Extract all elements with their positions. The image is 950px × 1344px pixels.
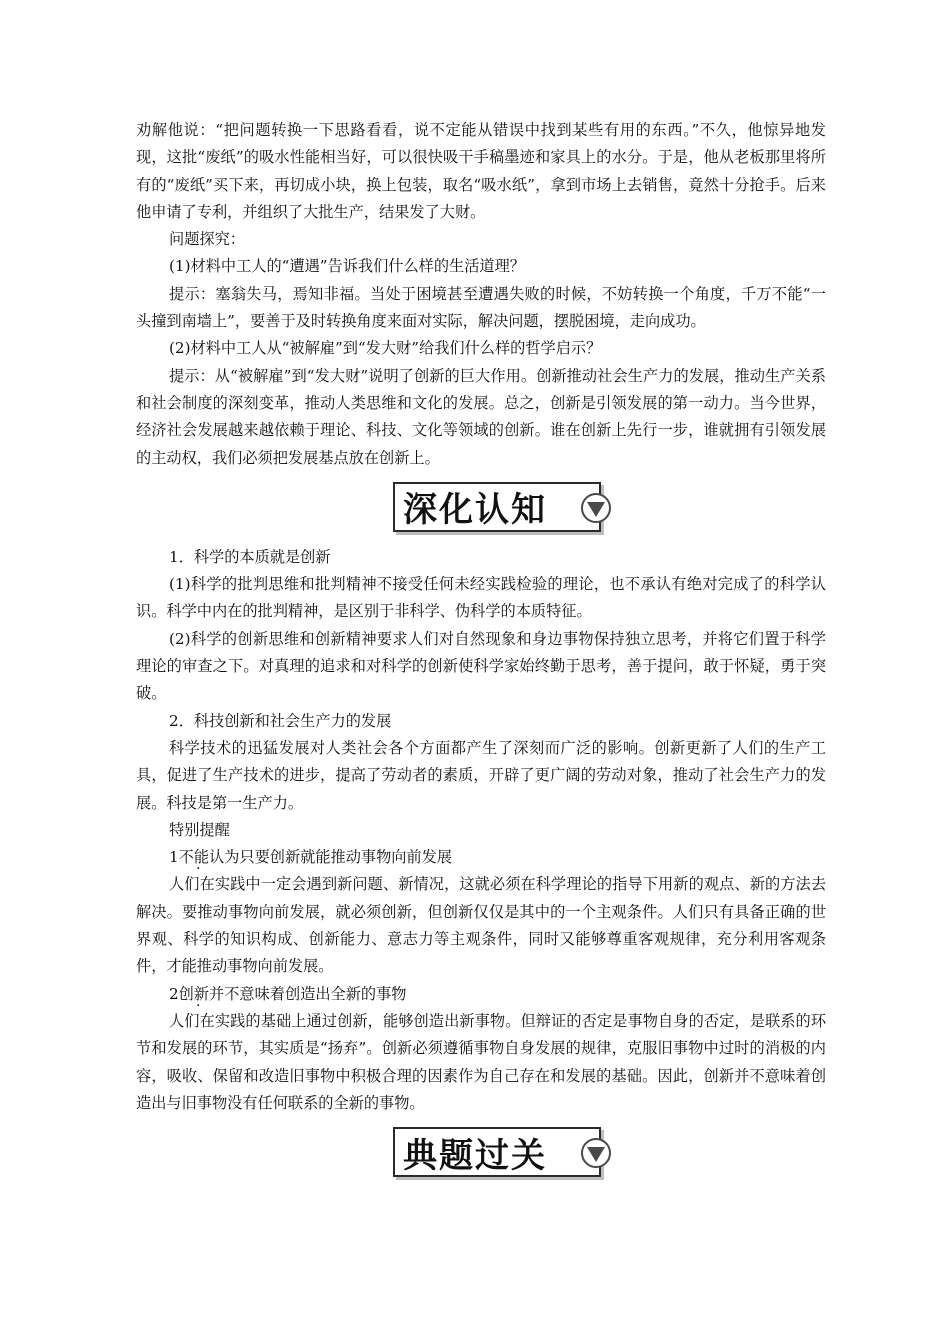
down-triangle-icon <box>581 1138 611 1168</box>
note-body-2: 人们在实践的基础上通过创新，能够创造出新事物。但辩证的否定是事物自身的否定，是联系的环节和发展的环节，其实质是“扬弃”。创新必须遵循事物自身发展的规律，克服旧事物中过时的消极的内容，吸收、保留和改造旧事物中积极合理的因素作为自己存在和发展的基础。因此，创新并不意味着创造出与旧事物没有任何联系的全新的事物。 <box>136 1011 826 1112</box>
down-triangle-icon <box>581 493 611 523</box>
section-heading-exercises <box>136 1127 826 1189</box>
point-paragraph-3: 科学技术的迅猛发展对人类社会各个方面都产生了深刻而广泛的影响。创新更新了人们的生产工具，促进了生产技术的进步，提高了劳动者的素质，开辟了更广阔的劳动对象，推动了社会生产力的发展。科技是第一生产力。 <box>136 738 826 812</box>
inquiry-answer-1: 提示：塞翁失马，焉知非福。当处于困境甚至遭遇失败的时候，不妨转换一个角度，千万不能“一头撞到南墙上”，要善于及时转换角度来面对实际，解决问题，摆脱困境，走向成功。 <box>136 284 826 331</box>
point-heading-2: 2．科技创新和社会生产力的发展 <box>169 711 392 730</box>
section-heading-box <box>393 1127 601 1177</box>
inquiry-question-2: (2)材料中工人从“被解雇”到“发大财”给我们什么样的哲学启示？ <box>169 339 602 358</box>
inquiry-label: 问题探究： <box>169 230 245 249</box>
point-paragraph-1: (1)科学的批判思维和批判精神不接受任何未经实践检验的理论，也不承认有绝对完成了的科学认识。科学中内在的批判精神，是区别于非科学、伪科学的本质特征。 <box>136 575 826 621</box>
section-title: 典题过关 <box>403 1135 547 1176</box>
special-note-label: 特别提醒 <box>169 820 230 839</box>
note-title-2 <box>136 981 826 1008</box>
section-title: 深化认知 <box>403 490 547 531</box>
intro-paragraph: 劝解他说：“把问题转换一下思路看看，说不定能从错误中找到某些有用的东西。”不久，他惊异地发现，这批“废纸”的吸水性能相当好，可以很快吸干手稿墨迹和家具上的水分。于是，他从老板那里将所有的“废纸”买下来，再切成小块，换上包装，取名“吸水纸”，拿到市场上去销售，竟然十分抢手。后来他申请了专利，并组织了大批生产，结果发了大财。 <box>136 121 826 221</box>
note-title-1-text: . 1不能认为只要创新就能推动事物向前发展 <box>169 848 452 866</box>
section-heading-box <box>393 482 601 532</box>
note-body-1: 人们在实践中一定会遇到新问题、新情况，这就必须在科学理论的指导下用新的观点、新的方法去解决。要推动事物向前发展，就必须创新，但创新仅仅是其中的一个主观条件。人们只有具备正确的世界观、科学的知识构成、创新能力、意志力等主观条件，同时又能够尊重客观规律，充分利用客观条件，才能推动事物向前发展。 <box>136 875 826 976</box>
inquiry-answer-2: 提示：从“被解雇”到“发大财”说明了创新的巨大作用。创新推动社会生产力的发展，推动生产关系和社会制度的深刻变革，推动人类思维和文化的发展。总之，创新是引领发展的第一动力。当今世界，经济社会发展越来越依赖于理论、科技、文化等领域的创新。谁在创新上先行一步，谁就拥有引领发展的主动权，我们必须把发展基点放在创新上。 <box>136 366 826 467</box>
section-heading-deepen <box>136 482 826 544</box>
note-title-2-text: . 2创新并不意味着创造出全新的事物 <box>169 985 406 1003</box>
document-page <box>136 117 826 1189</box>
note-title-1 <box>136 844 826 871</box>
inquiry-question-1: (1)材料中工人的“遭遇”告诉我们什么样的生活道理？ <box>169 257 525 276</box>
point-heading-1: 1．科学的本质就是创新 <box>169 547 331 566</box>
point-paragraph-2: (2)科学的创新思维和创新精神要求人们对自然现象和身边事物保持独立思考，并将它们置于科学理论的审查之下。对真理的追求和对科学的创新使科学家始终勤于思考，善于提问，敢于怀疑，勇于突破。 <box>136 629 826 703</box>
